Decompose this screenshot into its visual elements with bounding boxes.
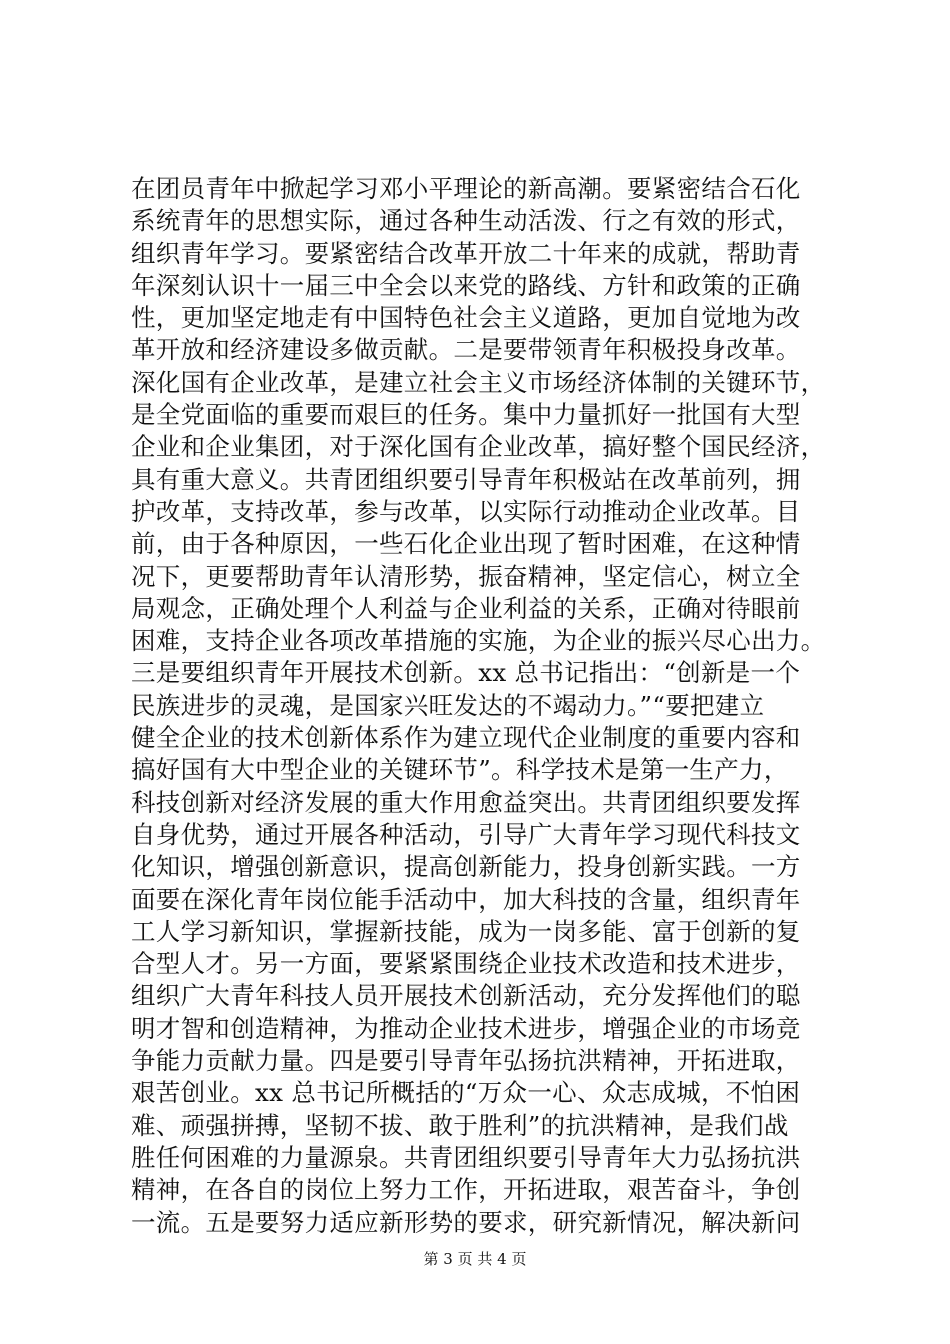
body-text (131, 173, 831, 1239)
text-line: 革开放和经济建设多做贡献。二是要带领青年积极投身改革。 (131, 335, 801, 365)
text-line: 深化国有企业改革，是建立社会主义市场经济体制的关键环节， (131, 367, 826, 397)
text-line: 民族进步的灵魂，是国家兴旺发达的不竭动力。”“要把建立 (131, 690, 765, 720)
text-line: 难、顽强拼搏，坚韧不拔、敢于胜利”的抗洪精神，是我们战 (131, 1110, 789, 1140)
page-number-label: 第 3 页 共 4 页 (423, 1250, 527, 1268)
text-line: 困难，支持企业各项改革措施的实施，为企业的振兴尽心出力。 (131, 626, 826, 656)
text-line: 自身优势，通过开展各种活动，引导广大青年学习现代科技文 (131, 819, 801, 849)
text-line: 科技创新对经济发展的重大作用愈益突出。共青团组织要发挥 (131, 787, 801, 817)
text-line: 胜任何困难的力量源泉。共青团组织要引导青年大力弘扬抗洪 (131, 1142, 801, 1172)
text-line: 争能力贡献力量。四是要引导青年弘扬抗洪精神，开拓进取， (131, 1046, 801, 1076)
text-line: 一流。五是要努力适应新形势的要求，研究新情况，解决新问 (131, 1207, 801, 1237)
text-line: 三是要组织青年开展技术创新。xx 总书记指出：“创新是一个 (131, 658, 801, 688)
text-line: 具有重大意义。共青团组织要引导青年积极站在改革前列，拥 (131, 464, 801, 494)
text-line: 搞好国有大中型企业的关键环节”。科学技术是第一生产力， (131, 755, 789, 785)
text-line: 精神，在各自的岗位上努力工作，开拓进取，艰苦奋斗，争创 (131, 1175, 801, 1205)
text-line: 健全企业的技术创新体系作为建立现代企业制度的重要内容和 (131, 723, 801, 753)
text-line: 在团员青年中掀起学习邓小平理论的新高潮。要紧密结合石化 (131, 174, 801, 203)
text-line: 性，更加坚定地走有中国特色社会主义道路，更加自觉地为改 (131, 303, 801, 333)
text-line: 企业和企业集团，对于深化国有企业改革，搞好整个国民经济， (131, 432, 826, 462)
text-line: 工人学习新知识，掌握新技能，成为一岗多能、富于创新的复 (131, 916, 801, 946)
text-line: 护改革，支持改革，参与改革，以实际行动推动企业改革。目 (131, 496, 801, 526)
text-line: 局观念，正确处理个人利益与企业利益的关系，正确对待眼前 (131, 593, 801, 623)
text-line: 是全党面临的重要而艰巨的任务。集中力量抓好一批国有大型 (131, 400, 801, 430)
text-line: 艰苦创业。xx 总书记所概括的“万众一心、众志成城，不怕困 (131, 1078, 801, 1108)
text-line: 前，由于各种原因，一些石化企业出现了暂时困难，在这种情 (131, 529, 801, 559)
text-line: 组织青年学习。要紧密结合改革开放二十年来的成就，帮助青 (131, 238, 801, 268)
text-line: 组织广大青年科技人员开展技术创新活动，充分发挥他们的聪 (131, 981, 801, 1011)
text-line: 年深刻认识十一届三中全会以来党的路线、方针和政策的正确 (131, 270, 801, 300)
text-line: 面要在深化青年岗位能手活动中，加大科技的含量，组织青年 (131, 884, 801, 914)
page-footer (0, 1249, 950, 1269)
text-line: 化知识，增强创新意识，提高创新能力，投身创新实践。一方 (131, 852, 801, 882)
text-line: 况下，更要帮助青年认清形势，振奋精神，坚定信心，树立全 (131, 561, 801, 591)
text-line: 合型人才。另一方面，要紧紧围绕企业技术改造和技术进步， (131, 949, 801, 979)
text-line: 系统青年的思想实际，通过各种生动活泼、行之有效的形式， (131, 206, 801, 236)
text-line: 明才智和创造精神，为推动企业技术进步，增强企业的市场竞 (131, 1013, 801, 1043)
